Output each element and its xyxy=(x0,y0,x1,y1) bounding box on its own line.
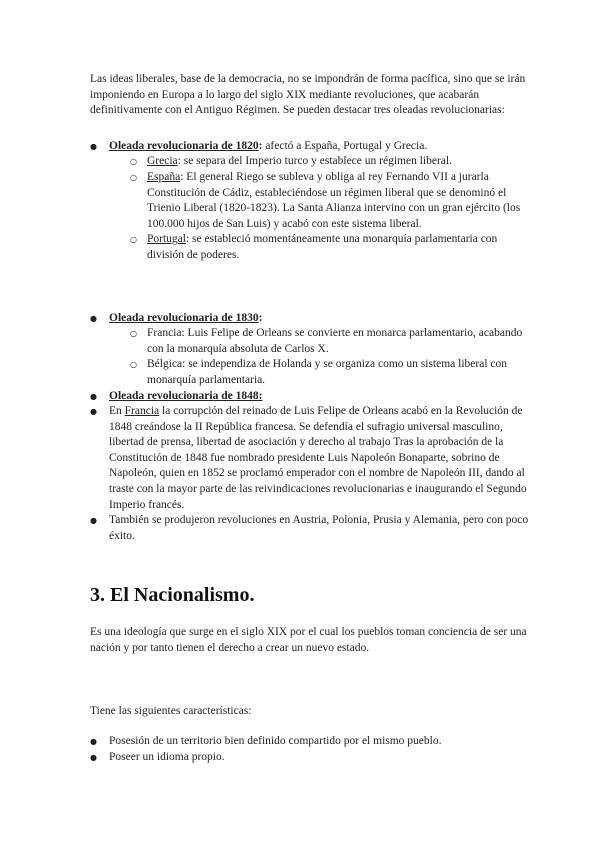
wave-1820-sublist xyxy=(109,154,530,263)
country-grecia: Grecia xyxy=(147,155,178,168)
document-page xyxy=(90,72,530,765)
country-portugal: Portugal xyxy=(147,233,186,246)
wave-1848-colon: : xyxy=(258,389,263,402)
wave-1830-item xyxy=(90,311,530,389)
characteristics-list xyxy=(90,734,530,765)
wave-1830-1848-list xyxy=(90,311,530,545)
list-item xyxy=(109,170,530,232)
list-item: ● Posesión de un territorio bien definido compartido por el mismo pueblo. xyxy=(90,734,530,750)
france-link: Francia xyxy=(124,405,160,418)
wave-1820-title: Oleada revolucionaria de 1820 xyxy=(109,139,259,152)
list-item: ● Poseer un idioma propio. xyxy=(90,750,530,766)
country-espana-text: : El general Riego se subleva y obliga al rey Fernando VII a jurarla Constitución de Cádiz, estableciéndose un régimen liberal que se denominó el Trienio Liberal (1820-1823). La Santa Alianza intervino con un gran ejército (los 100.000 hijos de San Luis) y acabó con este sistema liberal. xyxy=(147,170,521,230)
france-text: la corrupción del reinado de Luis Felipe de Orleans acabó en la Revolución de 1848 creándose la II República francesa. Se defendía el sufragio universal masculino, libertad de prensa, libertad de asociación y derecho al trabajo Tras la aprobación de la Constitución de 1848 fue nombrado presidente Luis Napoleón Bonaparte, sobrino de Napoleón, quien en 1852 se proclamó emperador con el nombre de Napoleón III, dando al traste con la mayor parte de las reivindicaciones revolucionarias e inaugurando el Segundo Imperio francés. xyxy=(109,405,527,511)
france-prefix: En xyxy=(109,405,125,418)
wave-1848-title: Oleada revolucionaria de 1848 xyxy=(109,389,259,402)
nationalism-intro: Es una ideología que surge en el siglo XIX por el cual los pueblos toman conciencia de ser una nación y por tanto tienen el derecho a crear un nuevo estado. xyxy=(90,626,527,655)
wave-1820-colon: : xyxy=(258,139,263,152)
country-espana: España xyxy=(147,170,181,183)
intro-paragraph: Las ideas liberales, base de la democracia, no se impondrán de forma pacífica, sino que se irán imponiendo en Europa a lo largo del siglo XIX mediante revoluciones, que acabarán definitivamente con el Antiguo Régimen. Se pueden destacar tres oleadas revolucionarias: xyxy=(90,73,526,117)
wave-1848-others-item: ● También se produjeron revoluciones en Austria, Polonia, Prusia y Alemania, pero con poco éxito. xyxy=(90,513,530,544)
wave-1848-france-item xyxy=(90,404,530,513)
country-grecia-text: : se separa del Imperio turco y establece un régimen liberal. xyxy=(177,155,452,168)
section-heading: 3. El Nacionalismo. xyxy=(90,584,255,607)
list-item: ○ Bélgica: se independiza de Holanda y se organiza como un sistema liberal con monarquía parlamentaria. xyxy=(109,357,530,388)
wave-1820-item xyxy=(90,139,530,264)
wave-1830-title: Oleada revolucionaria de 1830 xyxy=(109,311,259,324)
list-item: ○ Francia: Luis Felipe de Orleans se convierte en monarca parlamentario, acabando con la monarquía absoluta de Carlos X. xyxy=(109,326,530,357)
wave-1848-item xyxy=(90,389,530,405)
characteristics-intro: Tiene las siguientes características: xyxy=(90,704,252,717)
wave-1820-text: afectó a España, Portugal y Grecia. xyxy=(262,139,428,152)
list-item xyxy=(109,232,530,263)
spacer xyxy=(90,264,530,311)
wave-1830-colon: : xyxy=(258,311,263,324)
country-portugal-text: : se estableció momentáneamente una monarquía parlamentaria con división de poderes. xyxy=(147,233,498,261)
wave-1820-list xyxy=(90,139,530,264)
spacer xyxy=(90,657,530,704)
list-item xyxy=(109,154,530,170)
wave-1830-sublist xyxy=(109,326,530,388)
